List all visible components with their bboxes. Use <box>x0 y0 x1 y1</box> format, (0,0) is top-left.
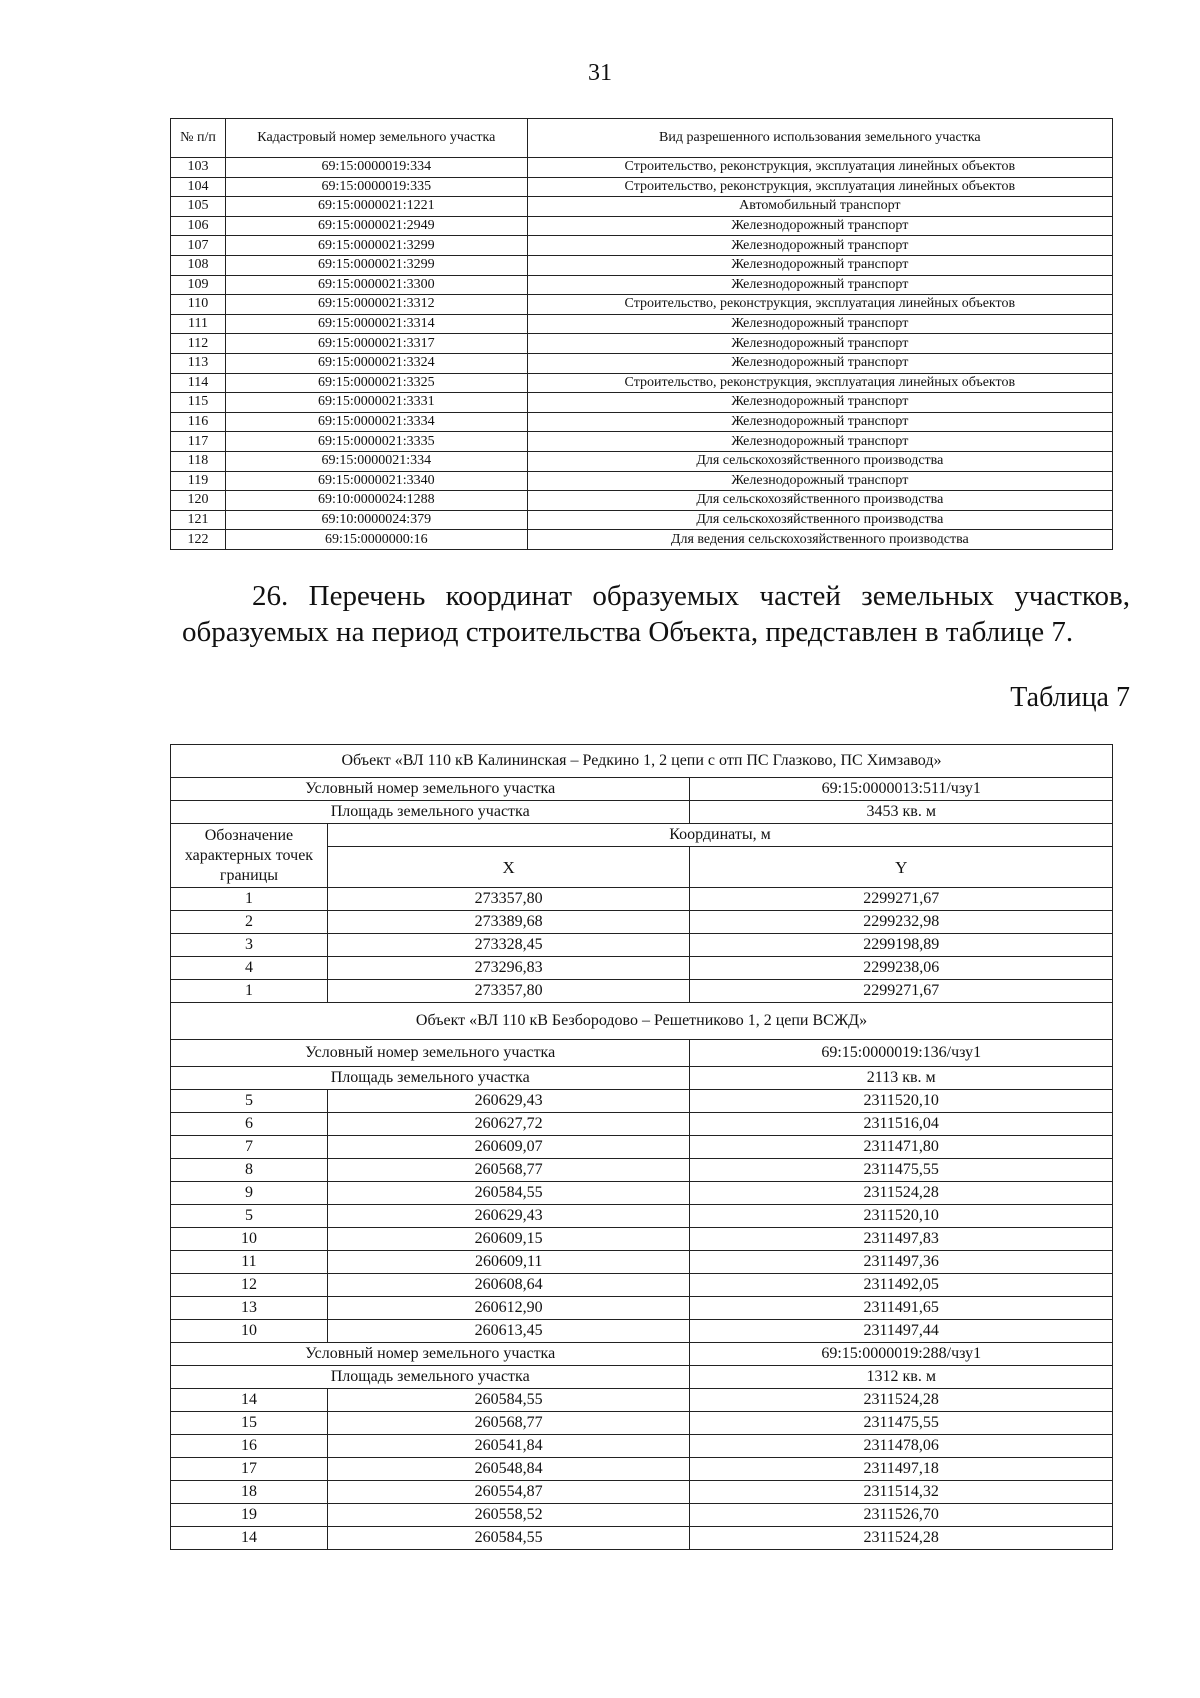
row-num: 122 <box>171 530 226 550</box>
table-row <box>171 432 1113 452</box>
row-num: 117 <box>171 432 226 452</box>
table-row <box>171 1251 1113 1274</box>
table-row <box>171 1228 1113 1251</box>
row-cadastral-number: 69:15:0000021:334 <box>225 451 527 471</box>
point-y: 2311497,18 <box>690 1458 1113 1481</box>
point-x: 260613,45 <box>327 1320 690 1343</box>
table-7-label: Таблица 7 <box>1010 682 1130 713</box>
table-row <box>171 911 1113 934</box>
table-row <box>171 275 1113 295</box>
row-usage: Строительство, реконструкция, эксплуатация линейных объектов <box>527 177 1112 197</box>
row-usage: Железнодорожный транспорт <box>527 393 1112 413</box>
row-num: 111 <box>171 314 226 334</box>
area-row <box>171 1366 1113 1389</box>
header-coordinates: Координаты, м <box>327 824 1112 847</box>
row-usage: Железнодорожный транспорт <box>527 412 1112 432</box>
table-header-row <box>171 119 1113 158</box>
point-number: 4 <box>171 957 328 980</box>
row-num: 112 <box>171 334 226 354</box>
point-x: 273389,68 <box>327 911 690 934</box>
header-num: № п/п <box>171 119 226 158</box>
point-y: 2311520,10 <box>690 1205 1113 1228</box>
point-y: 2311520,10 <box>690 1090 1113 1113</box>
table-row <box>171 530 1113 550</box>
point-y: 2311475,55 <box>690 1159 1113 1182</box>
row-cadastral-number: 69:15:0000021:3317 <box>225 334 527 354</box>
object-title: Объект «ВЛ 110 кВ Безбородово – Решетниково 1, 2 цепи ВСЖД» <box>171 1003 1113 1040</box>
area-row <box>171 1067 1113 1090</box>
row-usage: Для сельскохозяйственного производства <box>527 510 1112 530</box>
row-cadastral-number: 69:15:0000019:335 <box>225 177 527 197</box>
row-usage: Строительство, реконструкция, эксплуатация линейных объектов <box>527 295 1112 315</box>
row-num: 110 <box>171 295 226 315</box>
area-label: Площадь земельного участка <box>171 801 690 824</box>
row-cadastral-number: 69:15:0000021:1221 <box>225 197 527 217</box>
row-cadastral-number: 69:15:0000021:3312 <box>225 295 527 315</box>
row-usage: Строительство, реконструкция, эксплуатация линейных объектов <box>527 373 1112 393</box>
header-designation: Обозначение характерных точек границы <box>171 824 328 888</box>
point-y: 2311478,06 <box>690 1435 1113 1458</box>
table-row <box>171 1527 1113 1550</box>
header-cadastral: Кадастровый номер земельного участка <box>225 119 527 158</box>
table-row <box>171 1159 1113 1182</box>
point-number: 11 <box>171 1251 328 1274</box>
row-num: 121 <box>171 510 226 530</box>
point-number: 12 <box>171 1274 328 1297</box>
table-row <box>171 1481 1113 1504</box>
table-row <box>171 412 1113 432</box>
point-x: 260609,07 <box>327 1136 690 1159</box>
point-number: 3 <box>171 934 328 957</box>
row-num: 118 <box>171 451 226 471</box>
row-usage: Автомобильный транспорт <box>527 197 1112 217</box>
land-plots-usage-table <box>170 118 1113 550</box>
point-x: 260609,11 <box>327 1251 690 1274</box>
coords-header-row <box>171 824 1113 847</box>
table-row <box>171 393 1113 413</box>
table-row <box>171 451 1113 471</box>
table-row <box>171 1182 1113 1205</box>
row-num: 113 <box>171 353 226 373</box>
paragraph-text: Перечень координат образуемых частей земельных участков, образуемых на период строительства Объекта, представлен в таблице 7. <box>182 580 1130 648</box>
object-title: Объект «ВЛ 110 кВ Калининская – Редкино 1, 2 цепи с отп ПС Глазково, ПС Химзавод» <box>171 745 1113 778</box>
cond-number-row <box>171 1040 1113 1067</box>
paragraph-number: 26. <box>252 580 289 612</box>
point-y: 2311524,28 <box>690 1389 1113 1412</box>
table-row <box>171 957 1113 980</box>
table-row <box>171 295 1113 315</box>
point-x: 260584,55 <box>327 1182 690 1205</box>
point-x: 260568,77 <box>327 1159 690 1182</box>
page-number: 31 <box>588 60 612 86</box>
point-y: 2311497,44 <box>690 1320 1113 1343</box>
point-number: 2 <box>171 911 328 934</box>
header-usage: Вид разрешенного использования земельного участка <box>527 119 1112 158</box>
row-usage: Для ведения сельскохозяйственного производства <box>527 530 1112 550</box>
point-y: 2299232,98 <box>690 911 1113 934</box>
point-y: 2299238,06 <box>690 957 1113 980</box>
row-cadastral-number: 69:15:0000021:3324 <box>225 353 527 373</box>
row-cadastral-number: 69:15:0000021:3335 <box>225 432 527 452</box>
table-row <box>171 1297 1113 1320</box>
row-num: 108 <box>171 255 226 275</box>
point-x: 260629,43 <box>327 1205 690 1228</box>
row-num: 115 <box>171 393 226 413</box>
row-cadastral-number: 69:15:0000021:3334 <box>225 412 527 432</box>
area-row <box>171 801 1113 824</box>
point-y: 2311526,70 <box>690 1504 1113 1527</box>
point-y: 2311524,28 <box>690 1182 1113 1205</box>
row-cadastral-number: 69:15:0000021:3314 <box>225 314 527 334</box>
table-row <box>171 1389 1113 1412</box>
row-cadastral-number: 69:10:0000024:1288 <box>225 491 527 511</box>
table-row <box>171 158 1113 178</box>
cond-number-value: 69:15:0000013:511/чзу1 <box>690 778 1113 801</box>
row-usage: Для сельскохозяйственного производства <box>527 491 1112 511</box>
table-row <box>171 1458 1113 1481</box>
point-x: 260558,52 <box>327 1504 690 1527</box>
table-row <box>171 1090 1113 1113</box>
row-usage: Железнодорожный транспорт <box>527 432 1112 452</box>
row-cadastral-number: 69:15:0000000:16 <box>225 530 527 550</box>
row-cadastral-number: 69:15:0000021:2949 <box>225 216 527 236</box>
table-row <box>171 1412 1113 1435</box>
table-row <box>171 353 1113 373</box>
row-cadastral-number: 69:15:0000021:3340 <box>225 471 527 491</box>
point-x: 260612,90 <box>327 1297 690 1320</box>
point-y: 2311497,36 <box>690 1251 1113 1274</box>
table-row <box>171 934 1113 957</box>
area-value: 2113 кв. м <box>690 1067 1113 1090</box>
row-cadastral-number: 69:15:0000019:334 <box>225 158 527 178</box>
table-row <box>171 1205 1113 1228</box>
point-number: 17 <box>171 1458 328 1481</box>
point-x: 260584,55 <box>327 1527 690 1550</box>
row-num: 105 <box>171 197 226 217</box>
row-cadastral-number: 69:10:0000024:379 <box>225 510 527 530</box>
table-row <box>171 980 1113 1003</box>
row-usage: Железнодорожный транспорт <box>527 334 1112 354</box>
row-num: 103 <box>171 158 226 178</box>
row-num: 107 <box>171 236 226 256</box>
row-usage: Железнодорожный транспорт <box>527 236 1112 256</box>
row-num: 120 <box>171 491 226 511</box>
table-row <box>171 510 1113 530</box>
point-number: 10 <box>171 1228 328 1251</box>
area-value: 1312 кв. м <box>690 1366 1113 1389</box>
coordinates-table <box>170 744 1113 1550</box>
table-row <box>171 888 1113 911</box>
point-number: 14 <box>171 1527 328 1550</box>
point-number: 5 <box>171 1090 328 1113</box>
point-y: 2299271,67 <box>690 980 1113 1003</box>
row-usage: Железнодорожный транспорт <box>527 314 1112 334</box>
table-row <box>171 334 1113 354</box>
point-y: 2311471,80 <box>690 1136 1113 1159</box>
point-y: 2311492,05 <box>690 1274 1113 1297</box>
row-num: 106 <box>171 216 226 236</box>
point-number: 6 <box>171 1113 328 1136</box>
object-title-row <box>171 745 1113 778</box>
cond-number-value: 69:15:0000019:136/чзу1 <box>690 1040 1113 1067</box>
row-usage: Строительство, реконструкция, эксплуатация линейных объектов <box>527 158 1112 178</box>
point-x: 260554,87 <box>327 1481 690 1504</box>
row-cadastral-number: 69:15:0000021:3299 <box>225 236 527 256</box>
cond-number-label: Условный номер земельного участка <box>171 1343 690 1366</box>
table-row <box>171 471 1113 491</box>
point-number: 10 <box>171 1320 328 1343</box>
area-label: Площадь земельного участка <box>171 1366 690 1389</box>
point-number: 1 <box>171 888 328 911</box>
row-usage: Железнодорожный транспорт <box>527 216 1112 236</box>
area-label: Площадь земельного участка <box>171 1067 690 1090</box>
row-num: 114 <box>171 373 226 393</box>
row-usage: Для сельскохозяйственного производства <box>527 451 1112 471</box>
point-number: 13 <box>171 1297 328 1320</box>
header-x: X <box>327 847 690 888</box>
table-row <box>171 1136 1113 1159</box>
header-y: Y <box>690 847 1113 888</box>
table-row <box>171 1320 1113 1343</box>
paragraph-26 <box>182 578 1130 650</box>
table-row <box>171 373 1113 393</box>
row-usage: Железнодорожный транспорт <box>527 255 1112 275</box>
point-x: 260541,84 <box>327 1435 690 1458</box>
point-number: 5 <box>171 1205 328 1228</box>
row-usage: Железнодорожный транспорт <box>527 471 1112 491</box>
point-y: 2311514,32 <box>690 1481 1113 1504</box>
point-y: 2311475,55 <box>690 1412 1113 1435</box>
row-cadastral-number: 69:15:0000021:3300 <box>225 275 527 295</box>
table-row <box>171 255 1113 275</box>
point-number: 19 <box>171 1504 328 1527</box>
object-title-row <box>171 1003 1113 1040</box>
cond-number-row <box>171 778 1113 801</box>
point-x: 273328,45 <box>327 934 690 957</box>
point-y: 2299198,89 <box>690 934 1113 957</box>
point-number: 15 <box>171 1412 328 1435</box>
table-row <box>171 1113 1113 1136</box>
point-x: 260548,84 <box>327 1458 690 1481</box>
row-num: 116 <box>171 412 226 432</box>
row-cadastral-number: 69:15:0000021:3331 <box>225 393 527 413</box>
point-x: 260609,15 <box>327 1228 690 1251</box>
point-x: 260568,77 <box>327 1412 690 1435</box>
point-y: 2299271,67 <box>690 888 1113 911</box>
row-num: 104 <box>171 177 226 197</box>
point-number: 8 <box>171 1159 328 1182</box>
area-value: 3453 кв. м <box>690 801 1113 824</box>
point-x: 260584,55 <box>327 1389 690 1412</box>
row-cadastral-number: 69:15:0000021:3325 <box>225 373 527 393</box>
cond-number-label: Условный номер земельного участка <box>171 778 690 801</box>
table-row <box>171 491 1113 511</box>
point-x: 273296,83 <box>327 957 690 980</box>
point-x: 260608,64 <box>327 1274 690 1297</box>
table-row <box>171 216 1113 236</box>
point-y: 2311516,04 <box>690 1113 1113 1136</box>
row-usage: Железнодорожный транспорт <box>527 353 1112 373</box>
cond-number-value: 69:15:0000019:288/чзу1 <box>690 1343 1113 1366</box>
row-usage: Железнодорожный транспорт <box>527 275 1112 295</box>
point-number: 9 <box>171 1182 328 1205</box>
cond-number-row <box>171 1343 1113 1366</box>
table-row <box>171 197 1113 217</box>
point-y: 2311524,28 <box>690 1527 1113 1550</box>
cond-number-label: Условный номер земельного участка <box>171 1040 690 1067</box>
table-row <box>171 1435 1113 1458</box>
row-num: 109 <box>171 275 226 295</box>
point-x: 260629,43 <box>327 1090 690 1113</box>
table-row <box>171 177 1113 197</box>
row-num: 119 <box>171 471 226 491</box>
point-x: 273357,80 <box>327 888 690 911</box>
point-y: 2311491,65 <box>690 1297 1113 1320</box>
point-x: 260627,72 <box>327 1113 690 1136</box>
point-number: 16 <box>171 1435 328 1458</box>
point-number: 7 <box>171 1136 328 1159</box>
table-row <box>171 314 1113 334</box>
point-x: 273357,80 <box>327 980 690 1003</box>
point-y: 2311497,83 <box>690 1228 1113 1251</box>
table-row <box>171 236 1113 256</box>
point-number: 14 <box>171 1389 328 1412</box>
point-number: 18 <box>171 1481 328 1504</box>
point-number: 1 <box>171 980 328 1003</box>
table-row <box>171 1274 1113 1297</box>
table-row <box>171 1504 1113 1527</box>
row-cadastral-number: 69:15:0000021:3299 <box>225 255 527 275</box>
